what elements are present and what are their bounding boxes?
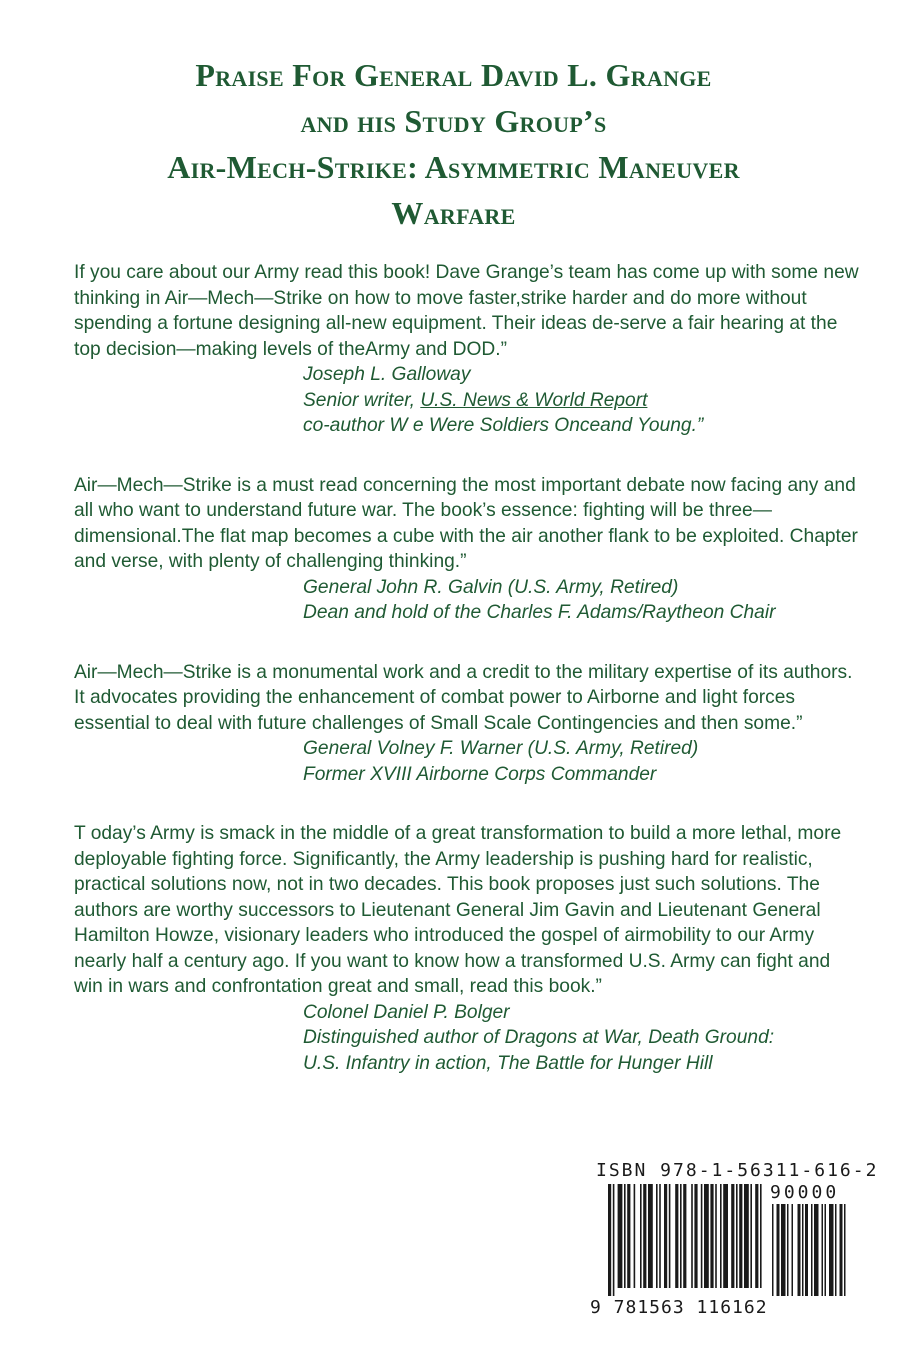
addon-bar (814, 1204, 819, 1296)
attribution-name: Joseph L. Galloway (303, 364, 471, 385)
quote-text: T oday’s Army is smack in the middle of a great transformation to build a more lethal, more deployable fighting force. Significantly, the Army leadership is pushing hard for realistic, practical solutions now, not in two decades. This book proposes just such solutions. The authors are worthy successors to Lieutenant General Jim Gavin and Lieutenant General Hamilton Howze, visionary leaders who introduced the gospel of airmobility to our Army nearly half a century ago. If you want to know how a transformed U.S. Army can fight and win in wars and confrontation great and small, read this book.” (74, 823, 842, 997)
barcode-bar (613, 1184, 615, 1296)
addon-bar (811, 1204, 813, 1296)
praise-quotes (74, 260, 864, 1076)
addon-bar (805, 1204, 808, 1296)
barcode-bar (624, 1184, 626, 1288)
barcode-bar (710, 1184, 713, 1288)
quote-warner (74, 660, 864, 788)
barcode-bar (634, 1184, 636, 1288)
attribution-title: Distinguished author of Dragons at War, Death Ground: (303, 1027, 775, 1048)
quote-attribution (74, 575, 864, 626)
price-code: 90000 (770, 1182, 840, 1203)
quote-text: If you care about our Army read this book! Dave Grange’s team has come up with some new thinking in Air—Mech—Strike on how to move faster,strike harder and do more without spending a fortune designing all-new equipment. Their ideas de-serve a fair hearing at the top decision—making levels of theArmy and DOD.” (74, 262, 859, 360)
addon-bar (802, 1204, 804, 1296)
addon-bar (781, 1204, 786, 1296)
barcode-bar (736, 1184, 738, 1288)
attribution-title-prefix: Senior writer, (303, 389, 421, 411)
barcode-bar (720, 1184, 722, 1288)
attribution-detail: co-author W e Were Soldiers Onceand Young.” (303, 415, 704, 436)
title-line-3: Air-Mech-Strike: Asymmetric Maneuver (167, 149, 740, 185)
isbn-barcode (590, 1160, 879, 1320)
quote-text: Air—Mech—Strike is a monumental work and a credit to the military expertise of its authors. It advocates providing the enhancement of combat power to Airborne and light forces essential to deal with future challenges of Small Scale Contingencies and then some.” (74, 661, 853, 734)
attribution-detail: U.S. Infantry in action, The Battle for Hunger Hill (303, 1052, 713, 1074)
barcode-bar (731, 1184, 734, 1288)
quote-attribution (74, 1000, 864, 1077)
barcode-bar (760, 1184, 762, 1288)
barcode-bar (744, 1184, 749, 1288)
attribution-title: Former XVIII Airborne Corps Commander (303, 763, 657, 785)
isbn-label: ISBN 978-1-56311-616-2 (596, 1160, 879, 1181)
addon-bar (787, 1204, 789, 1296)
barcode-bar (648, 1184, 653, 1288)
addon-bar (844, 1204, 846, 1296)
barcode-bar (627, 1184, 630, 1288)
barcode-bar (691, 1184, 693, 1288)
title-line-4: Warfare (391, 195, 516, 231)
addon-bar (829, 1204, 834, 1296)
barcode-bar (618, 1184, 623, 1288)
barcode-bar (755, 1184, 758, 1288)
barcode-bar (694, 1184, 697, 1288)
addon-bar (792, 1204, 794, 1296)
quote-text: Air—Mech—Strike is a must read concerning the most important debate now facing any and all who want to understand future war. The book’s essence: fighting will be three—dimensional.The flat map becomes a cube with the air another flank to be exploited. Chapter and verse, with plenty of challenging thinking.” (74, 474, 858, 572)
addon-bar (777, 1204, 780, 1296)
addon-bar (798, 1204, 801, 1296)
barcode-bar (664, 1184, 667, 1288)
quote-galvin (74, 473, 864, 626)
quote-bolger (74, 821, 864, 1076)
book-title (0, 52, 907, 236)
barcode-bars (590, 1184, 850, 1299)
attribution-name: General Volney F. Warner (U.S. Army, Retired) (303, 738, 699, 759)
barcode-bar (675, 1184, 678, 1288)
barcode-bar (723, 1184, 728, 1288)
barcode-bar (643, 1184, 646, 1288)
attribution-title: Dean and hold of the Charles F. Adams/Raytheon Chair (303, 602, 776, 623)
barcode-bar (704, 1184, 709, 1288)
addon-bar (822, 1204, 824, 1296)
publication-name: U.S. News & World Report (420, 389, 648, 411)
barcode-bar (669, 1184, 671, 1288)
addon-bar (840, 1204, 843, 1296)
addon-bar (825, 1204, 827, 1296)
barcode-bar (659, 1184, 661, 1288)
title-line-2: and his Study Group’s (300, 103, 607, 139)
barcode-bar (739, 1184, 742, 1288)
quote-galloway (74, 260, 864, 439)
addon-bar (835, 1204, 837, 1296)
barcode-bar (701, 1184, 703, 1288)
barcode-bar (715, 1184, 717, 1288)
barcode-bar (680, 1184, 682, 1288)
ean-number: 9 781563 116162 (590, 1297, 768, 1318)
attribution-name: Colonel Daniel P. Bolger (303, 1001, 510, 1023)
barcode-bar (656, 1184, 658, 1288)
title-line-1: Praise For General David L. Grange (195, 57, 712, 93)
barcode-bar (640, 1184, 642, 1288)
attribution-title (303, 388, 864, 414)
attribution-name: General John R. Galvin (U.S. Army, Retired) (303, 576, 679, 598)
barcode-bar (750, 1184, 752, 1288)
barcode-bar (608, 1184, 611, 1296)
quote-attribution (74, 362, 864, 439)
quote-attribution (74, 736, 864, 787)
addon-bar (772, 1204, 774, 1296)
barcode-bar (683, 1184, 686, 1288)
